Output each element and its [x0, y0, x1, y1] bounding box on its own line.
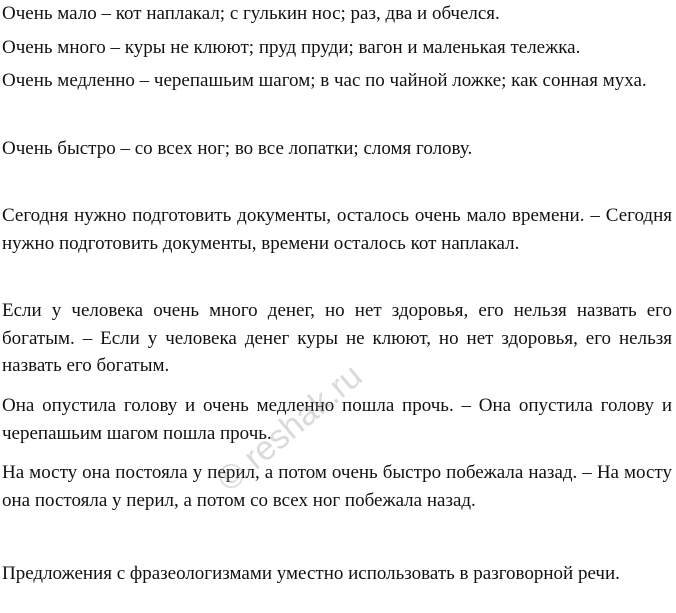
paragraph-7: Она опустила голову и очень медленно пошла прочь. – Она опустила голову и черепашьим шагом пошла прочь.: [2, 395, 672, 444]
paragraph-2: Очень много – куры не клюют; пруд пруди; вагон и маленькая тележка.: [2, 37, 581, 58]
paragraph-5: Сегодня нужно подготовить документы, осталось очень мало времени. – Сегодня нужно подготовить документы, времени осталось кот наплакал.: [2, 205, 672, 254]
paragraph-6: Если у человека очень много денег, но нет здоровья, его нельзя назвать его богатым. – Если у человека денег куры не клюют, но нет здоровья, его нельзя назвать его богатым.: [2, 300, 672, 376]
paragraph-4: Очень быстро – со всех ног; во все лопатки; сломя голову.: [2, 138, 473, 159]
paragraph-9: Предложения с фразеологизмами уместно использовать в разговорной речи.: [2, 563, 620, 584]
paragraph-1: Очень мало – кот наплакал; с гулькин нос; раз, два и обчелся.: [2, 3, 500, 24]
watermark: © reshak.ru: [210, 356, 370, 500]
paragraph-3: Очень медленно – черепашьим шагом; в час по чайной ложке; как сонная муха.: [2, 70, 647, 91]
paragraph-8: На мосту она постояла у перил, а потом очень быстро побежала назад. – На мосту она постояла у перил, а потом со всех ног побежала назад.: [2, 462, 672, 511]
